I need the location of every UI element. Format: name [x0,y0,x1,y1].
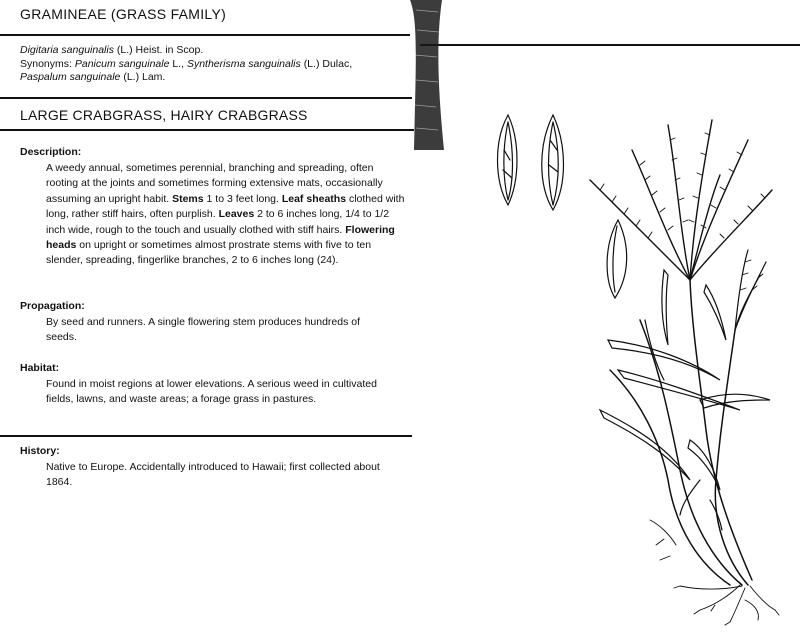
common-name-title: LARGE CRABGRASS, HAIRY CRABGRASS [20,107,308,123]
family-title: GRAMINEAE (GRASS FAMILY) [20,6,227,22]
synonym-name: Panicum sanguinale [74,57,170,70]
leaves-term: Leaves [218,208,255,221]
synonym-author: (L.) Dulac, [303,57,353,70]
stems-text: 1 to 3 feet long. [206,192,279,205]
species-author: (L.) Heist. in Scop. [116,44,204,56]
habitat-body: Found in moist regions at lower elevations. A serious weed in cultivated fields, lawns, and waste areas; a forage grass in pastures. [46,378,377,406]
synonyms-label: Synonyms: [20,57,72,70]
spikelet-drawing [542,115,564,210]
heads-text: on upright or sometimes almost prostrate stems with five to ten slender, spreading, fingerlike branches, 2 to 6 inches long (24). [46,239,372,267]
spikelet-drawing [498,115,518,205]
description-heading: Description: [20,146,82,158]
floret-drawing [607,220,627,298]
synonym-name: Syntherisma sanguinalis [186,57,301,70]
stems-term: Stems [172,192,204,205]
synonym-name: Paspalum sanguinale [20,71,121,83]
heads-term: Flowering heads [46,223,395,252]
synonym-author: L., [172,57,185,70]
leaves-text: 2 to 6 inches long, 1/4 to 1/2 inch wide, rough to the touch and usually clothed with stiff hairs. [46,208,390,236]
description-intro: A weedy annual, sometimes perennial, branching and spreading, often rooting at the joints and sometimes forming extensive mats, occasionally assuming an upright habit. [46,162,383,205]
species-name: Digitaria sanguinalis [20,44,114,56]
sheaths-term: Leaf sheaths [281,192,347,205]
propagation-heading: Propagation: [20,300,85,312]
habitat-heading: Habitat: [20,362,60,374]
flowering-head [590,120,772,280]
history-body: Native to Europe. Accidentally introduced to Hawaii; first collected about 1864. [46,461,380,489]
history-heading: History: [20,445,60,457]
flowering-head [735,250,766,330]
propagation-body: By seed and runners. A single flowering stem produces hundreds of seeds. [46,316,361,344]
sheaths-text: clothed with long, rather stiff hairs, often purplish. [46,192,405,221]
synonym-author: (L.) Lam. [123,71,166,83]
